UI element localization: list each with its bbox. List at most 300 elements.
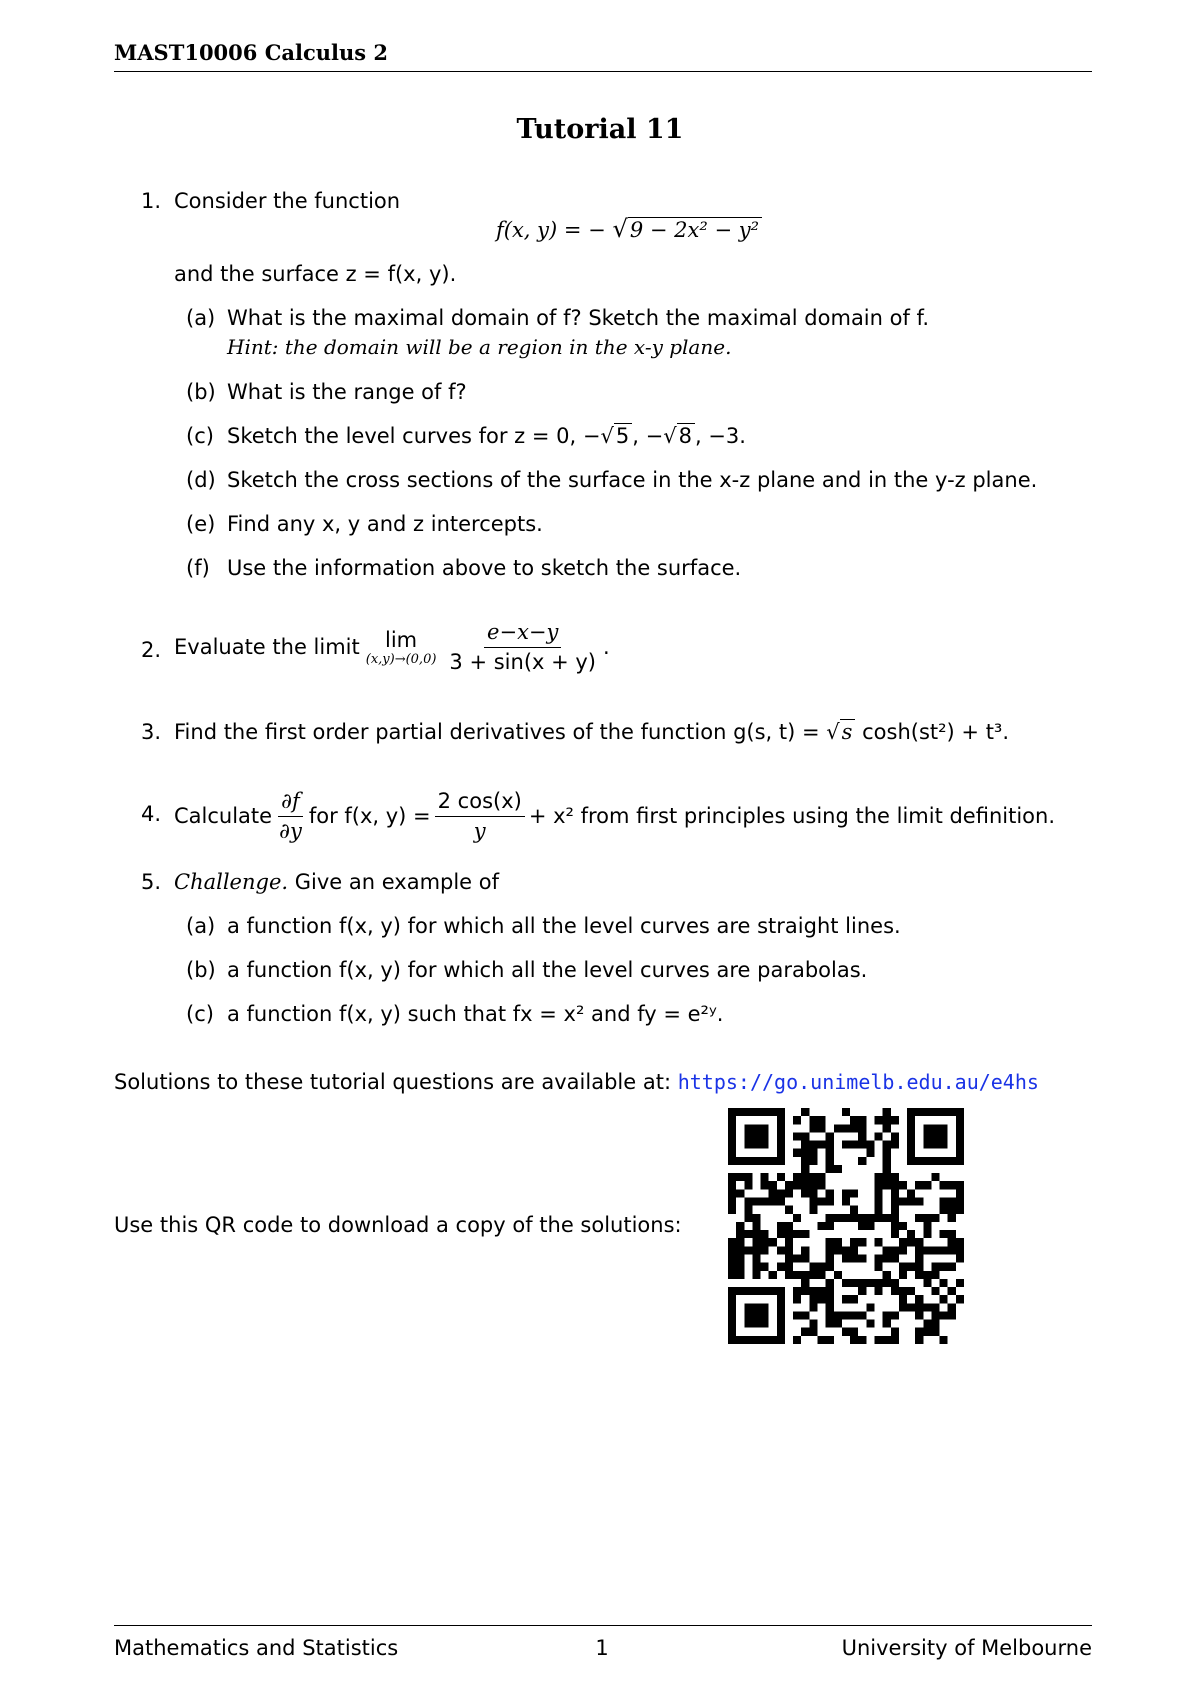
q2-text: Evaluate the limit <box>174 635 360 659</box>
qr-module <box>883 1173 891 1181</box>
qr-module <box>858 1336 866 1344</box>
q2-lim: lim <box>385 627 418 652</box>
q2-numerator: e−x−y <box>484 620 561 647</box>
qr-module <box>818 1222 826 1230</box>
qr-module <box>777 1108 785 1116</box>
qr-module <box>809 1263 817 1271</box>
qr-module <box>761 1141 769 1149</box>
qr-module <box>785 1254 793 1262</box>
footer-right: University of Melbourne <box>841 1636 1092 1660</box>
qr-module <box>777 1320 785 1328</box>
qr-module <box>736 1189 744 1197</box>
qr-module <box>744 1311 752 1319</box>
q1-intro: Consider the function <box>174 189 401 213</box>
qr-module <box>850 1206 858 1214</box>
qr-module <box>826 1287 834 1295</box>
qr-module <box>956 1116 964 1124</box>
q1c-text <box>227 424 746 448</box>
qr-module <box>850 1311 858 1319</box>
qr-module <box>858 1141 866 1149</box>
qr-module <box>923 1320 931 1328</box>
qr-module <box>793 1311 801 1319</box>
qr-module <box>752 1222 760 1230</box>
qr-module <box>809 1303 817 1311</box>
qr-module <box>826 1303 834 1311</box>
qr-module <box>842 1141 850 1149</box>
q1b-text: What is the range of f? <box>227 380 467 404</box>
qr-module <box>907 1230 915 1238</box>
qr-module <box>809 1149 817 1157</box>
qr-module <box>809 1287 817 1295</box>
q1a-hint: Hint: the domain will be a region in the x-y plane. <box>227 335 732 359</box>
qr-module <box>948 1157 956 1165</box>
qr-module <box>850 1141 858 1149</box>
q1e-text: Find any x, y and z intercepts. <box>227 512 543 536</box>
qr-module <box>931 1311 939 1319</box>
qr-module <box>793 1132 801 1140</box>
qr-module <box>777 1328 785 1336</box>
qr-module <box>736 1254 744 1262</box>
qr-module <box>777 1222 785 1230</box>
qr-module <box>826 1246 834 1254</box>
qr-module <box>809 1320 817 1328</box>
qr-module <box>834 1165 842 1173</box>
q5c-text: a function f(x, y) such that fx = x² and fy = e²ʸ. <box>227 1002 724 1026</box>
qr-module <box>899 1271 907 1279</box>
qr-module <box>948 1108 956 1116</box>
qr-module <box>858 1311 866 1319</box>
qr-module <box>777 1173 785 1181</box>
q4-text-after: + x² from first principles using the limit definition. <box>528 804 1055 828</box>
qr-module <box>940 1206 948 1214</box>
qr-module <box>923 1230 931 1238</box>
qr-module <box>777 1116 785 1124</box>
qr-module <box>744 1206 752 1214</box>
qr-module <box>931 1271 939 1279</box>
qr-module <box>842 1189 850 1197</box>
qr-module <box>842 1254 850 1262</box>
header-rule <box>114 71 1092 72</box>
qr-module <box>761 1230 769 1238</box>
qr-module <box>874 1173 882 1181</box>
qr-module <box>818 1198 826 1206</box>
qr-module <box>899 1295 907 1303</box>
qr-module <box>826 1263 834 1271</box>
qr-module <box>883 1320 891 1328</box>
qr-module <box>793 1230 801 1238</box>
qr-module <box>785 1246 793 1254</box>
qr-module <box>769 1238 777 1246</box>
qr-module <box>777 1189 785 1197</box>
qr-module <box>793 1149 801 1157</box>
qr-module <box>809 1157 817 1165</box>
qr-module <box>769 1181 777 1189</box>
qr-module <box>793 1181 801 1189</box>
qr-module <box>874 1238 882 1246</box>
qr-module <box>834 1214 842 1222</box>
qr-module <box>923 1108 931 1116</box>
qr-module <box>923 1271 931 1279</box>
qr-module <box>956 1149 964 1157</box>
qr-module <box>809 1295 817 1303</box>
qr-caption: Use this QR code to download a copy of the solutions: <box>114 1213 682 1237</box>
qr-module <box>777 1230 785 1238</box>
qr-module <box>956 1254 964 1262</box>
qr-module <box>891 1222 899 1230</box>
qr-module <box>809 1141 817 1149</box>
qr-module <box>940 1246 948 1254</box>
qr-module <box>842 1246 850 1254</box>
qr-module <box>956 1198 964 1206</box>
qr-module <box>752 1198 760 1206</box>
qr-module <box>777 1287 785 1295</box>
qr-module <box>940 1181 948 1189</box>
qr-module <box>883 1157 891 1165</box>
qr-module <box>874 1116 882 1124</box>
qr-module <box>728 1238 736 1246</box>
qr-module <box>842 1214 850 1222</box>
qr-module <box>728 1149 736 1157</box>
qr-module <box>728 1295 736 1303</box>
qr-module <box>907 1287 915 1295</box>
qr-module <box>899 1222 907 1230</box>
q1-function-radicand: 9 − 2x² − y² <box>628 217 762 242</box>
qr-module <box>883 1271 891 1279</box>
qr-module <box>956 1246 964 1254</box>
qr-module <box>826 1214 834 1222</box>
qr-module <box>752 1132 760 1140</box>
qr-module <box>923 1141 931 1149</box>
qr-module <box>752 1271 760 1279</box>
qr-module <box>752 1320 760 1328</box>
qr-module <box>907 1238 915 1246</box>
qr-module <box>915 1311 923 1319</box>
qr-module <box>923 1246 931 1254</box>
qr-module <box>923 1303 931 1311</box>
q5b-label: (b) <box>186 958 216 982</box>
qr-module <box>801 1287 809 1295</box>
qr-module <box>948 1263 956 1271</box>
qr-module <box>899 1287 907 1295</box>
qr-module <box>891 1116 899 1124</box>
qr-module <box>874 1181 882 1189</box>
qr-module <box>923 1328 931 1336</box>
qr-module <box>801 1271 809 1279</box>
qr-module <box>931 1328 939 1336</box>
qr-module <box>818 1141 826 1149</box>
solutions-link[interactable]: https://go.unimelb.edu.au/e4hs <box>677 1070 1039 1094</box>
qr-module <box>785 1230 793 1238</box>
qr-module <box>940 1336 948 1344</box>
qr-module <box>801 1149 809 1157</box>
q3-radicand: s <box>840 719 856 744</box>
qr-module <box>728 1124 736 1132</box>
qr-module <box>728 1189 736 1197</box>
qr-module <box>761 1320 769 1328</box>
qr-module <box>728 1254 736 1262</box>
qr-module <box>834 1238 842 1246</box>
qr-module <box>744 1108 752 1116</box>
qr-module <box>899 1238 907 1246</box>
qr-module <box>818 1181 826 1189</box>
qr-module <box>834 1320 842 1328</box>
qr-module <box>777 1198 785 1206</box>
q1-function <box>496 215 762 243</box>
q2-number: 2. <box>141 638 162 662</box>
qr-module <box>907 1198 915 1206</box>
solutions-text: Solutions to these tutorial questions are available at: <box>114 1070 672 1094</box>
qr-module <box>931 1246 939 1254</box>
qr-module <box>940 1124 948 1132</box>
qr-module <box>809 1116 817 1124</box>
qr-module <box>915 1198 923 1206</box>
qr-module <box>809 1206 817 1214</box>
qr-module <box>809 1189 817 1197</box>
qr-module <box>883 1124 891 1132</box>
qr-module <box>777 1263 785 1271</box>
qr-module <box>777 1303 785 1311</box>
qr-module <box>809 1181 817 1189</box>
qr-module <box>948 1246 956 1254</box>
qr-module <box>858 1222 866 1230</box>
qr-module <box>761 1303 769 1311</box>
qr-module <box>956 1132 964 1140</box>
qr-module <box>907 1157 915 1165</box>
qr-module <box>826 1238 834 1246</box>
qr-module <box>891 1206 899 1214</box>
qr-module <box>899 1263 907 1271</box>
qr-module <box>736 1271 744 1279</box>
qr-module <box>915 1157 923 1165</box>
qr-module <box>907 1141 915 1149</box>
qr-module <box>891 1328 899 1336</box>
qr-module <box>931 1303 939 1311</box>
qr-module <box>883 1149 891 1157</box>
qr-module <box>891 1336 899 1344</box>
qr-module <box>874 1206 882 1214</box>
qr-module <box>761 1198 769 1206</box>
q1e-label: (e) <box>186 512 216 536</box>
qr-module <box>891 1173 899 1181</box>
qr-module <box>931 1287 939 1295</box>
qr-module <box>785 1222 793 1230</box>
qr-module <box>915 1254 923 1262</box>
qr-module <box>948 1198 956 1206</box>
q2-lim-sub: (x,y)→(0,0) <box>365 651 437 667</box>
qr-module <box>883 1181 891 1189</box>
qr-module <box>842 1311 850 1319</box>
qr-module <box>752 1108 760 1116</box>
q1a-label: (a) <box>186 306 216 330</box>
qr-module <box>826 1149 834 1157</box>
qr-module <box>948 1214 956 1222</box>
qr-module <box>940 1230 948 1238</box>
q5c-label: (c) <box>186 1002 214 1026</box>
qr-module <box>842 1279 850 1287</box>
qr-module <box>809 1328 817 1336</box>
qr-module <box>891 1311 899 1319</box>
qr-module <box>834 1124 842 1132</box>
qr-module <box>736 1222 744 1230</box>
qr-module <box>826 1311 834 1319</box>
q4-d-den: ∂y <box>279 818 302 843</box>
q5-text: Give an example of <box>294 870 500 894</box>
qr-module <box>826 1320 834 1328</box>
qr-module <box>956 1295 964 1303</box>
qr-module <box>744 1124 752 1132</box>
qr-module <box>761 1157 769 1165</box>
qr-module <box>728 1157 736 1165</box>
qr-module <box>923 1222 931 1230</box>
qr-module <box>931 1320 939 1328</box>
qr-module <box>931 1173 939 1181</box>
qr-module <box>866 1141 874 1149</box>
q5a-text: a function f(x, y) for which all the level curves are straight lines. <box>227 914 901 938</box>
qr-module <box>801 1173 809 1181</box>
qr-module <box>915 1328 923 1336</box>
qr-module <box>728 1287 736 1295</box>
qr-module <box>866 1320 874 1328</box>
qr-module <box>940 1263 948 1271</box>
qr-module <box>931 1108 939 1116</box>
qr-module <box>752 1238 760 1246</box>
qr-module <box>818 1336 826 1344</box>
qr-module <box>842 1198 850 1206</box>
qr-module <box>728 1108 736 1116</box>
qr-module <box>777 1141 785 1149</box>
qr-module <box>809 1173 817 1181</box>
sqrt-symbol: √ <box>663 424 677 448</box>
qr-module <box>728 1328 736 1336</box>
q1c-label: (c) <box>186 424 214 448</box>
qr-module <box>915 1214 923 1222</box>
sqrt-symbol: √ <box>826 720 840 744</box>
qr-module <box>736 1230 744 1238</box>
qr-module <box>728 1320 736 1328</box>
q5-challenge: Challenge. <box>174 870 289 894</box>
qr-module <box>948 1230 956 1238</box>
qr-module <box>891 1287 899 1295</box>
qr-module <box>761 1132 769 1140</box>
qr-module <box>826 1295 834 1303</box>
qr-module <box>866 1214 874 1222</box>
qr-module <box>818 1295 826 1303</box>
qr-module <box>752 1124 760 1132</box>
q1a-text: What is the maximal domain of f? Sketch the maximal domain of f. <box>227 306 930 330</box>
qr-module <box>826 1222 834 1230</box>
qr-module <box>818 1116 826 1124</box>
qr-module <box>874 1132 882 1140</box>
q1c-radicand-2: 8 <box>677 423 695 448</box>
qr-module <box>915 1238 923 1246</box>
qr-module <box>956 1141 964 1149</box>
qr-module <box>940 1295 948 1303</box>
q1c-mid: , − <box>632 424 664 448</box>
qr-module <box>948 1206 956 1214</box>
qr-module <box>744 1141 752 1149</box>
qr-module <box>801 1254 809 1262</box>
qr-module <box>752 1287 760 1295</box>
qr-module <box>826 1189 834 1197</box>
qr-module <box>793 1116 801 1124</box>
qr-module <box>931 1141 939 1149</box>
qr-module <box>744 1287 752 1295</box>
q1-surface: and the surface z = f(x, y). <box>174 262 457 286</box>
qr-module <box>826 1132 834 1140</box>
qr-module <box>744 1173 752 1181</box>
header-course: MAST10006 Calculus 2 <box>114 40 389 65</box>
qr-module <box>956 1189 964 1197</box>
qr-module <box>793 1271 801 1279</box>
qr-module <box>761 1311 769 1319</box>
qr-module <box>850 1336 858 1344</box>
qr-module <box>883 1141 891 1149</box>
qr-module <box>940 1141 948 1149</box>
qr-module <box>728 1181 736 1189</box>
qr-module <box>818 1263 826 1271</box>
q4-text-before: Calculate <box>174 804 273 828</box>
qr-module <box>858 1287 866 1295</box>
qr-module <box>769 1157 777 1165</box>
qr-module <box>948 1311 956 1319</box>
qr-module <box>956 1279 964 1287</box>
q1f-label: (f) <box>186 556 210 580</box>
qr-module <box>915 1108 923 1116</box>
qr-module <box>923 1124 931 1132</box>
qr-module <box>931 1157 939 1165</box>
qr-module <box>793 1336 801 1344</box>
qr-module <box>736 1238 744 1246</box>
qr-module <box>736 1173 744 1181</box>
qr-module <box>923 1132 931 1140</box>
qr-module <box>850 1189 858 1197</box>
qr-module <box>891 1279 899 1287</box>
qr-module <box>850 1328 858 1336</box>
qr-module <box>785 1189 793 1197</box>
qr-module <box>728 1246 736 1254</box>
qr-module <box>923 1157 931 1165</box>
qr-module <box>793 1295 801 1303</box>
qr-module <box>842 1295 850 1303</box>
qr-module <box>891 1254 899 1262</box>
qr-module <box>744 1320 752 1328</box>
qr-module <box>744 1198 752 1206</box>
qr-module <box>874 1254 882 1262</box>
qr-module <box>899 1303 907 1311</box>
qr-module <box>744 1181 752 1189</box>
qr-module <box>915 1336 923 1344</box>
qr-module <box>874 1336 882 1344</box>
q5a-label: (a) <box>186 914 216 938</box>
qr-module <box>883 1336 891 1344</box>
qr-module <box>818 1271 826 1279</box>
qr-module <box>744 1303 752 1311</box>
q5-intro <box>174 870 499 894</box>
qr-module <box>801 1157 809 1165</box>
qr-module <box>744 1230 752 1238</box>
qr-module <box>956 1108 964 1116</box>
qr-module <box>728 1198 736 1206</box>
qr-module <box>850 1246 858 1254</box>
qr-module <box>874 1287 882 1295</box>
qr-module <box>842 1108 850 1116</box>
qr-module <box>761 1173 769 1181</box>
qr-module <box>866 1222 874 1230</box>
q1d-label: (d) <box>186 468 216 492</box>
qr-module <box>793 1173 801 1181</box>
qr-module <box>752 1254 760 1262</box>
qr-module <box>801 1311 809 1319</box>
